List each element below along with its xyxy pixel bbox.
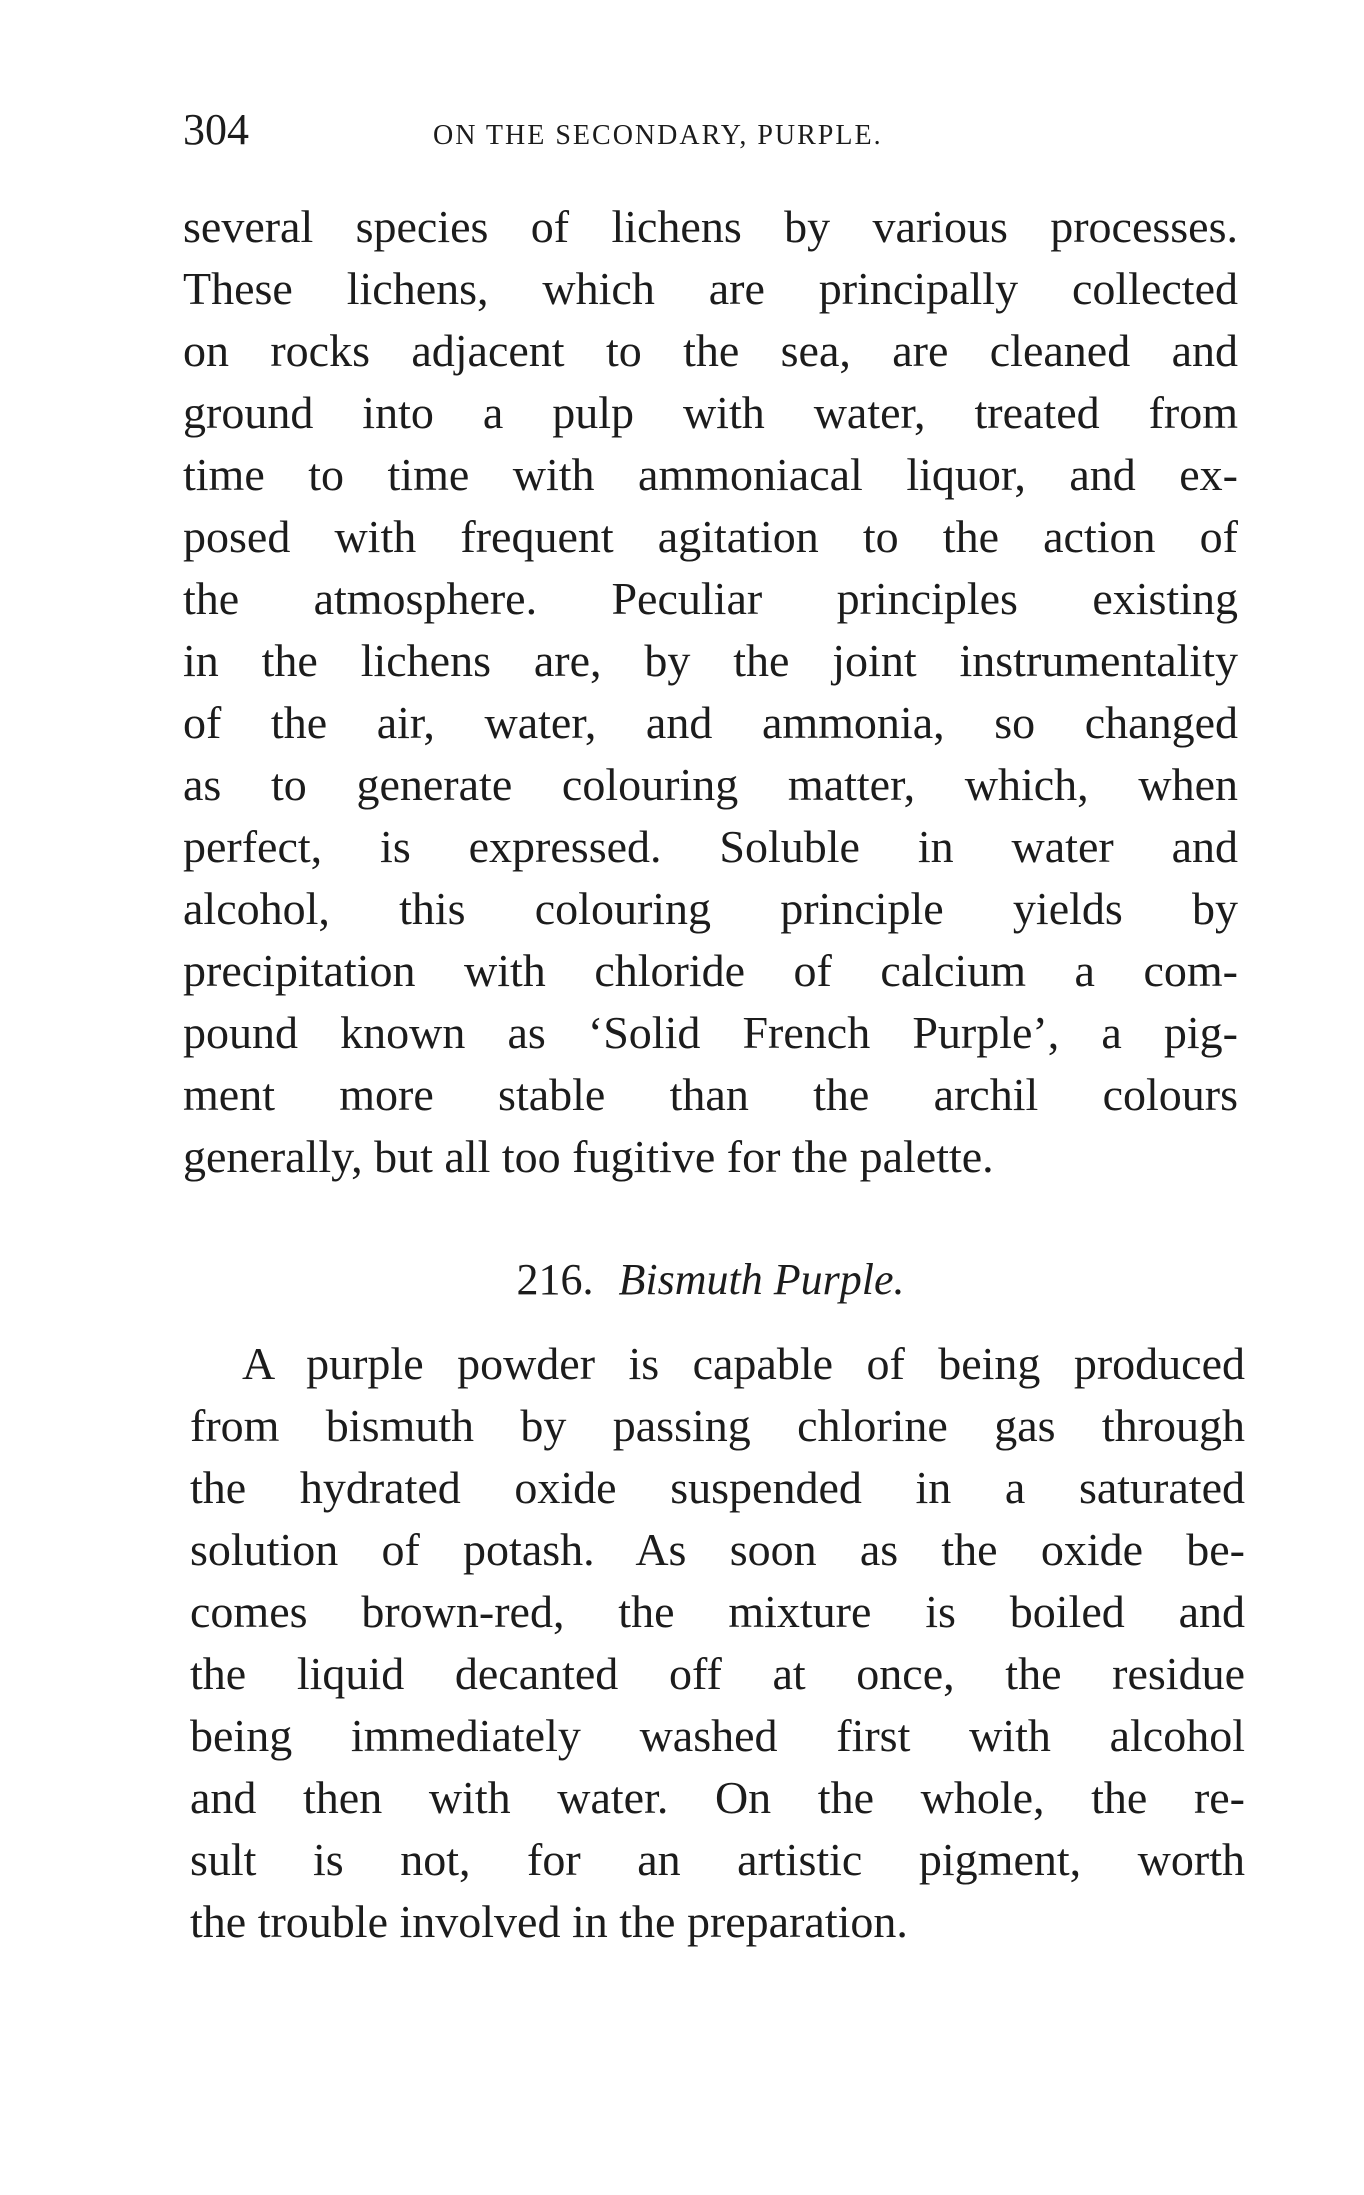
- paragraph-bismuth-purple: [190, 1333, 1245, 1953]
- text-line: of the air, water, and ammonia, so changed: [183, 697, 1238, 748]
- text-line: in the lichens are, by the joint instrumentality: [183, 635, 1238, 686]
- paragraph-lichen-purple: [183, 196, 1238, 1188]
- text-line: as to generate colouring matter, which, when: [183, 759, 1238, 810]
- text-line: solution of potash. As soon as the oxide be-: [190, 1524, 1245, 1575]
- page-header: [183, 100, 1005, 160]
- text-line: the liquid decanted off at once, the residue: [190, 1648, 1245, 1699]
- text-line: precipitation with chloride of calcium a com-: [183, 945, 1238, 996]
- text-line: A purple powder is capable of being produced: [242, 1338, 1245, 1389]
- text-line: sult is not, for an artistic pigment, worth: [190, 1834, 1245, 1885]
- text-line: generally, but all too fugitive for the palette.: [183, 1131, 994, 1182]
- text-line: alcohol, this colouring principle yields by: [183, 883, 1238, 934]
- text-line: several species of lichens by various processes.: [183, 201, 1238, 252]
- text-line: the atmosphere. Peculiar principles existing: [183, 573, 1238, 624]
- text-line: These lichens, which are principally collected: [183, 263, 1238, 314]
- text-line: posed with frequent agitation to the action of: [183, 511, 1238, 562]
- running-title: ON THE SECONDARY, PURPLE.: [433, 120, 883, 151]
- text-line: being immediately washed first with alcohol: [190, 1710, 1245, 1761]
- text-line: ment more stable than the archil colours: [183, 1069, 1238, 1120]
- text-line: pound known as ‘Solid French Purple’, a pig-: [183, 1007, 1238, 1058]
- page-number: 304: [183, 105, 249, 154]
- text-line: comes brown-red, the mixture is boiled and: [190, 1586, 1245, 1637]
- text-line: and then with water. On the whole, the re-: [190, 1772, 1245, 1823]
- text-line: ground into a pulp with water, treated from: [183, 387, 1238, 438]
- section-title: Bismuth Purple.: [618, 1255, 905, 1304]
- text-line: from bismuth by passing chlorine gas through: [190, 1400, 1245, 1451]
- text-line: perfect, is expressed. Soluble in water and: [183, 821, 1238, 872]
- section-heading: [183, 1250, 1238, 1310]
- text-line: on rocks adjacent to the sea, are cleaned and: [183, 325, 1238, 376]
- text-line: the hydrated oxide suspended in a saturated: [190, 1462, 1245, 1513]
- section-number: 216.: [516, 1255, 594, 1304]
- text-line: time to time with ammoniacal liquor, and ex-: [183, 449, 1238, 500]
- text-line: the trouble involved in the preparation.: [190, 1896, 908, 1947]
